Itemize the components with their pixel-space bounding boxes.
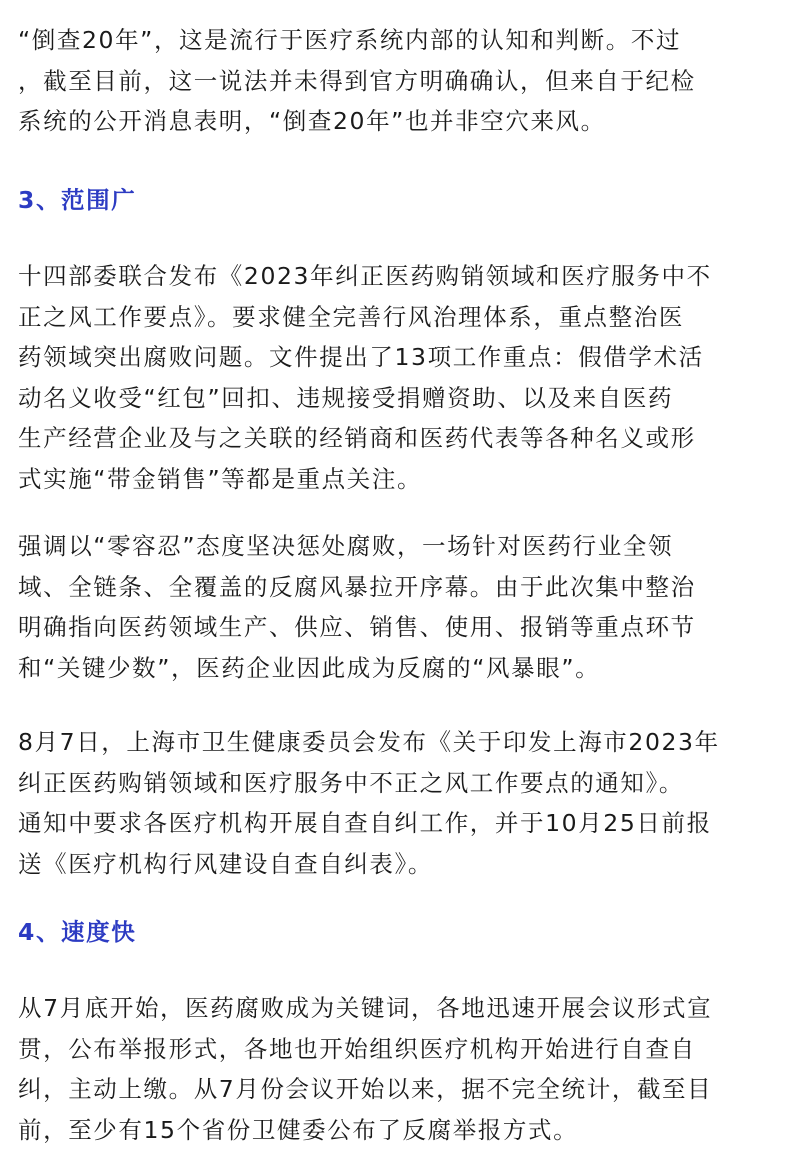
paragraph-line: 强调以“零容忍”态度坚决惩处腐败，一场针对医药行业全领 [18, 532, 674, 560]
paragraph-line: 药领域突出腐败问题。文件提出了13项工作重点：假借学术活 [18, 343, 704, 371]
paragraph-line: 从7月底开始，医药腐败成为关键词，各地迅速开展会议形式宣 [18, 994, 713, 1022]
paragraph-line: 通知中要求各医疗机构开展自查自纠工作，并于10月25日前报 [18, 809, 712, 837]
paragraph-line: 纠，主动上缴。从7月份会议开始以来，据不完全统计，截至目 [18, 1075, 713, 1103]
paragraph-line: 前，至少有15个省份卫健委公布了反腐举报方式。 [18, 1115, 579, 1144]
paragraph-line: 贯，公布举报形式，各地也开始组织医疗机构开始进行自查自 [18, 1034, 696, 1063]
paragraph-line: 域、全链条、全覆盖的反腐风暴拉开序幕。由于此次集中整治 [18, 572, 696, 601]
paragraph-line: 式实施“带金销售”等都是重点关注。 [18, 464, 423, 493]
section-heading-speed: 4、速度快 [18, 918, 137, 946]
paragraph-line: ，截至目前，这一说法并未得到官方明确确认，但来自于纪检 [18, 66, 696, 95]
paragraph-line: 生产经营企业及与之关联的经销商和医药代表等各种名义或形 [18, 424, 696, 452]
paragraph-line: “倒查20年”，这是流行于医疗系统内部的认知和判断。不过 [18, 26, 682, 54]
paragraph-line: 8月7日，上海市卫生健康委员会发布《关于印发上海市2023年 [18, 728, 720, 756]
paragraph-line: 明确指向医药领域生产、供应、销售、使用、报销等重点环节 [18, 613, 696, 641]
section-heading-scope: 3、范围广 [18, 186, 137, 214]
paragraph-line: 正之风工作要点》。要求健全完善行风治理体系，重点整治医 [18, 302, 684, 331]
intro-paragraph [18, 20, 696, 142]
paragraph-line: 系统的公开消息表明，“倒查20年”也并非空穴来风。 [18, 107, 606, 135]
paragraph-line: 和“关键少数”，医药企业因此成为反腐的“风暴眼”。 [18, 653, 601, 682]
paragraph-line: 动名义收受“红包”回扣、违规接受捐赠资助、以及来自医药 [18, 383, 674, 412]
paragraph-line: 送《医疗机构行风建设自查自纠表》。 [18, 849, 433, 878]
section-3-paragraph-3 [18, 722, 720, 884]
section-3-paragraph-2 [18, 526, 696, 688]
section-4-paragraph-1 [18, 988, 712, 1150]
section-3-paragraph-1 [18, 256, 712, 499]
paragraph-line: 纠正医药购销领域和医疗服务中不正之风工作要点的通知》。 [18, 768, 684, 797]
paragraph-line: 十四部委联合发布《2023年纠正医药购销领域和医疗服务中不 [18, 262, 712, 290]
